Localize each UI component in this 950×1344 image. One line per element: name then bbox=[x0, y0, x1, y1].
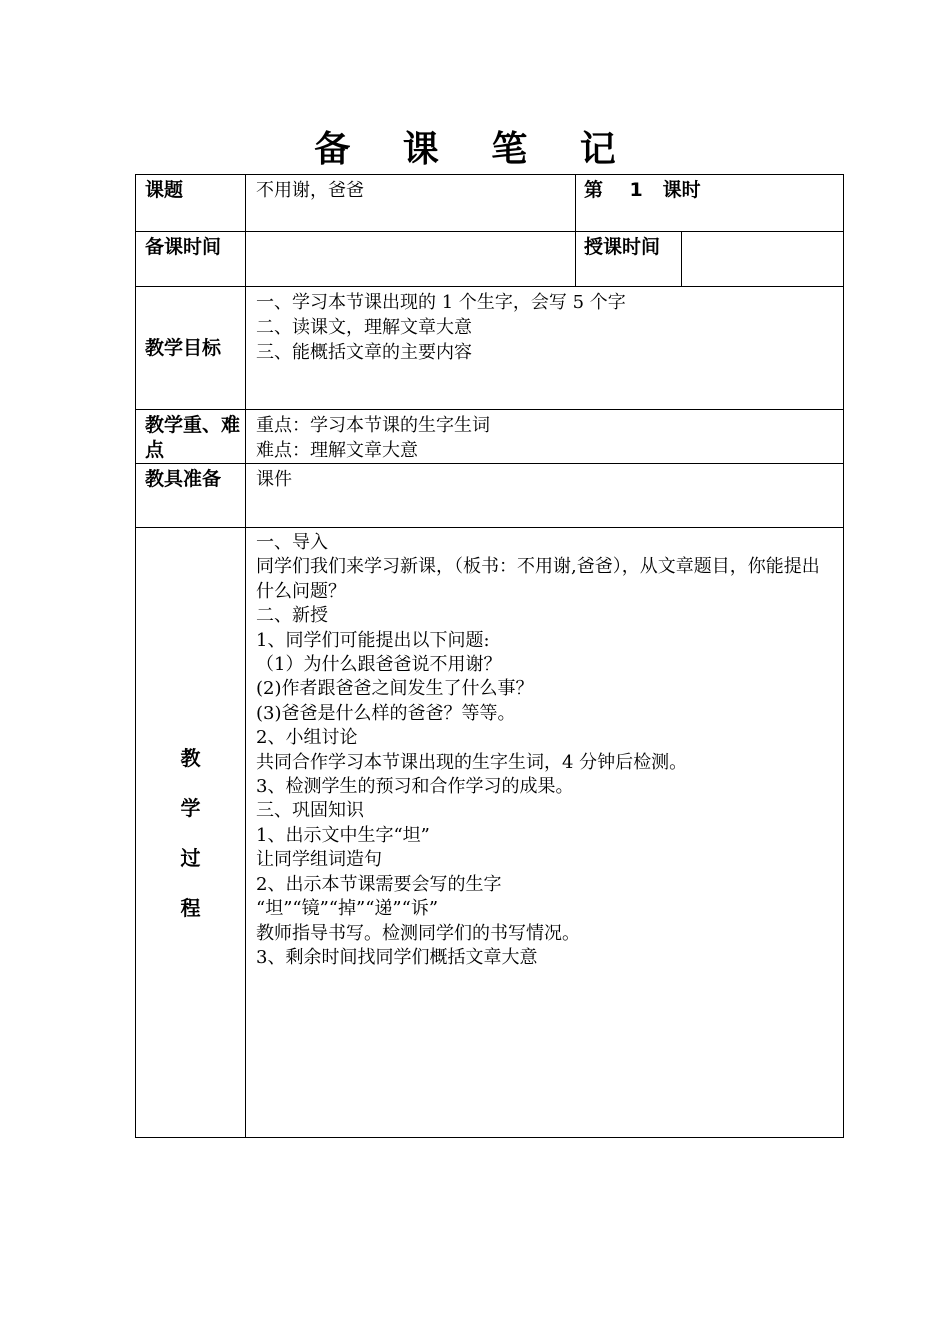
process-label-char: 程 bbox=[180, 895, 201, 920]
goals-content bbox=[246, 287, 844, 410]
topic-label: 课题 bbox=[136, 175, 246, 232]
process-line: 1、出示文中生字“坦” bbox=[256, 824, 430, 846]
time-row bbox=[136, 232, 844, 287]
prep-time-label: 备课时间 bbox=[136, 232, 246, 287]
focus-content bbox=[246, 410, 844, 464]
lesson-number-cell bbox=[576, 175, 844, 232]
process-label bbox=[136, 528, 246, 1138]
process-content bbox=[246, 528, 844, 1138]
process-line: 一、导入 bbox=[256, 532, 328, 553]
lesson-prefix: 第 bbox=[584, 179, 604, 201]
process-line: 教师指导书写。检测同学们的书写情况。 bbox=[256, 922, 580, 944]
process-line: 三、巩固知识 bbox=[256, 800, 364, 822]
process-line: (2)作者跟爸爸之间发生了什么事？ bbox=[256, 678, 534, 700]
goals-row bbox=[136, 287, 844, 410]
teach-time-label: 授课时间 bbox=[576, 232, 682, 287]
lesson-suffix: 课时 bbox=[662, 179, 701, 201]
focus-row bbox=[136, 410, 844, 464]
process-line: 3、剩余时间找同学们概括文章大意 bbox=[256, 946, 538, 968]
goal-line: 三、能概括文章的主要内容 bbox=[256, 342, 472, 363]
topic-row bbox=[136, 175, 844, 232]
page-title: 备 课 笔 记 bbox=[314, 129, 636, 170]
process-label-char: 学 bbox=[180, 795, 201, 820]
process-line: 1、同学们可能提出以下问题: bbox=[256, 629, 490, 651]
process-label-char: 教 bbox=[180, 745, 201, 770]
process-line: 二、新授 bbox=[256, 605, 328, 627]
tools-label: 教具准备 bbox=[136, 464, 246, 528]
focus-label: 教学重、难点 bbox=[136, 410, 246, 464]
topic-value: 不用谢，爸爸 bbox=[246, 175, 576, 232]
tools-row bbox=[136, 464, 844, 528]
tools-value: 课件 bbox=[246, 464, 844, 528]
lesson-plan-table bbox=[135, 174, 844, 1138]
process-row bbox=[136, 528, 844, 1138]
focus-line: 重点：学习本节课的生字生词 bbox=[256, 415, 490, 436]
goals-label: 教学目标 bbox=[136, 287, 246, 410]
lesson-number: 1 bbox=[629, 179, 643, 201]
process-line: 共同合作学习本节课出现的生字生词，4 分钟后检测。 bbox=[256, 751, 688, 773]
process-line: 3、检测学生的预习和合作学习的成果。 bbox=[256, 776, 574, 798]
process-label-char: 过 bbox=[180, 845, 201, 870]
process-line: “坦”“镜”“掉”“递”“诉” bbox=[256, 898, 439, 920]
process-line: 2、小组讨论 bbox=[256, 727, 358, 749]
teach-time-value bbox=[682, 232, 844, 287]
prep-time-value bbox=[246, 232, 576, 287]
process-line: 2、出示本节课需要会写的生字 bbox=[256, 873, 502, 895]
process-line: 同学们我们来学习新课，（板书：不用谢,爸爸），从文章题目，你能提出什么问题？ bbox=[256, 556, 820, 602]
goal-line: 二、读课文，理解文章大意 bbox=[256, 317, 472, 338]
process-line: 让同学组词造句 bbox=[256, 849, 382, 871]
process-line: （1）为什么跟爸爸说不用谢？ bbox=[256, 654, 502, 676]
process-line: (3)爸爸是什么样的爸爸？等等。 bbox=[256, 702, 516, 724]
focus-line: 难点：理解文章大意 bbox=[256, 440, 418, 461]
goal-line: 一、学习本节课出现的 1 个生字，会写 5 个字 bbox=[256, 292, 626, 313]
